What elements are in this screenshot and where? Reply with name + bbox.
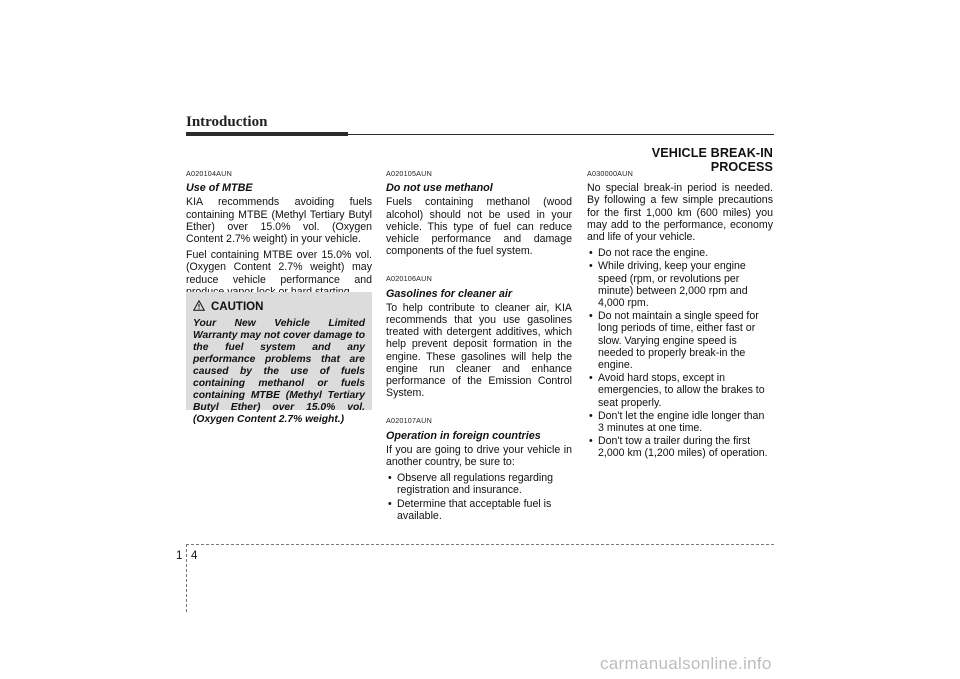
paragraph: KIA recommends avoiding fuels containing MTBE (Methyl Tertiary Butyl Ether) over 15.0% vol. (Oxygen Content 2.7% weight) in your vehicle. (186, 196, 372, 246)
header-rule-thick (186, 132, 348, 136)
list-item: • While driving, keep your engine speed (rpm, or revolutions per minute) between 2,000 rpm and 4,000 rpm. (587, 260, 773, 309)
reference-code: A030000AUN (587, 169, 633, 178)
list-item: • Don't let the engine idle longer than 3 minutes at one time. (587, 410, 773, 434)
chapter-number: 1 (176, 550, 183, 562)
list-item: • Don't tow a trailer during the first 2,000 km (1,200 miles) of operation. (587, 435, 773, 459)
paragraph: Fuels containing methanol (wood alcohol) should not be used in your vehicle. This type of fuel can reduce vehicle performance and damage components of the fuel system. (386, 196, 572, 258)
list-item: • Determine that acceptable fuel is available. (386, 498, 572, 522)
page-number: 4 (191, 550, 198, 562)
paragraph: No special break-in period is needed. By following a few simple precautions for the first 1,000 km (600 miles) you may add to the performance, economy and life of your vehicle. (587, 182, 773, 244)
subheading-cleaner-air: Gasolines for cleaner air (386, 287, 513, 300)
warning-triangle-icon (193, 298, 205, 316)
subheading-methanol: Do not use methanol (386, 182, 493, 195)
list-item: • Avoid hard stops, except in emergencies, to allow the brakes to seat properly. (587, 372, 773, 409)
subheading-foreign-countries: Operation in foreign countries (386, 429, 541, 442)
column-right (587, 168, 773, 461)
caution-text: Your New Vehicle Limited Warranty may not cover damage to the fuel system and any performance problems that are caused by the use of fuels containing methanol or fuels containing MTBE (Methyl Tertiary Butyl Ether) over 15.0% vol. (Oxygen Content 2.7% weight.) (193, 318, 365, 425)
caution-box (186, 292, 372, 425)
column-middle (386, 168, 572, 523)
section-heading: VEHICLE BREAK-IN PROCESS (651, 146, 773, 174)
footer-vertical-divider (186, 544, 187, 612)
paragraph: Fuel containing MTBE over 15.0% vol. (Oxygen Content 2.7% weight) may reduce vehicle performance and (186, 249, 372, 286)
list-item: • Observe all regulations regarding registration and insurance. (386, 472, 572, 496)
watermark: carmanualsonline.info (600, 654, 772, 673)
page-header-title: Introduction (186, 114, 268, 130)
list-item: • Do not maintain a single speed for long periods of time, either fast or slow. Varying engine speed is needed to properly break-in the engine. (587, 310, 773, 371)
paragraph: If you are going to drive your vehicle in another country, be sure to: (386, 443, 572, 469)
spacer (386, 403, 572, 415)
column-left (186, 168, 372, 302)
header-rule-thin (348, 134, 774, 135)
spacer (386, 261, 572, 273)
caution-header (193, 298, 365, 316)
paragraph: To help contribute to cleaner air, KIA recommends that you use gasolines treated with detergent additives, which help prevent deposit formation in the engine. These gasolines will help the engine run cleaner and enhance performance of the Emission Control System. (386, 301, 572, 400)
subheading-mtbe: Use of MTBE (186, 182, 253, 195)
reference-code: A020104AUN (186, 169, 232, 178)
reference-code: A020107AUN (386, 416, 432, 426)
bullet-list (587, 247, 773, 459)
reference-code: A020105AUN (386, 169, 432, 178)
caution-title: CAUTION (211, 301, 264, 313)
list-item: • Do not race the engine. (587, 247, 773, 259)
bullet-list (386, 472, 572, 522)
reference-code: A020106AUN (386, 274, 432, 284)
footer-divider (186, 544, 774, 545)
